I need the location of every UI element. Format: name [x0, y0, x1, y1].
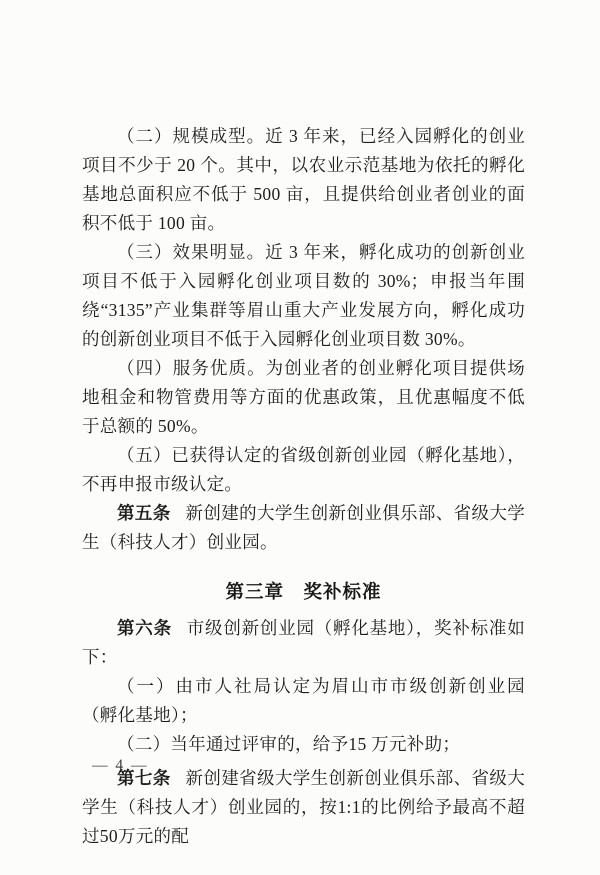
chapter-heading: 第三章 奖补标准 [225, 583, 382, 603]
paragraph-article-5 [82, 499, 525, 557]
paragraph-text: （三）效果明显。近 3 年来，孵化成功的创新创业项目不低于入园孵化创业项目数的 30%；申报当年围绕“3135”产业集群等眉山重大产业发展方向，孵化成功的创新创业项目不低于入园孵化创业项目数 30%。 [82, 242, 525, 349]
paragraph-item-4 [82, 354, 525, 441]
paragraph-text: （一）由市人社局认定为眉山市市级创新创业园（孵化基地）； [82, 676, 525, 725]
paragraph-text: （二）当年通过评审的，给予15 万元补助； [117, 734, 461, 754]
paragraph-article-6 [82, 614, 525, 672]
paragraph-text: 新创建的大学生创新创业俱乐部、省级大学生（科技人才）创业园。 [82, 503, 525, 552]
paragraph-item-2 [82, 122, 525, 238]
article-number: 第六条 [117, 618, 172, 638]
document-body [82, 122, 525, 851]
paragraph-text: （四）服务优质。为创业者的创业孵化项目提供场地租金和物管费用等方面的优惠政策，且优惠幅度不低于总额的 50%。 [82, 358, 525, 436]
paragraph-item-1 [82, 672, 525, 730]
paragraph-text: （五）已获得认定的省级创新创业园（孵化基地），不再申报市级认定。 [82, 445, 525, 494]
paragraph-text: 新创建省级大学生创新创业俱乐部、省级大学生（科技人才）创业园的，按1:1的比例给予最高不超过50万元的配 [82, 768, 525, 846]
page-number: — 4 — [92, 757, 149, 774]
article-number: 第七条 [117, 768, 171, 788]
paragraph-text: （二）规模成型。近 3 年来，已经入园孵化的创业项目不少于 20 个。其中，以农业示范基地为依托的孵化基地总面积应不低于 500 亩，且提供给创业者创业的面积不低于 100 亩。 [82, 126, 525, 233]
paragraph-item-3 [82, 238, 525, 354]
paragraph-text: 市级创新创业园（孵化基地），奖补标准如下： [82, 618, 525, 667]
paragraph-item-5 [82, 441, 525, 499]
paragraph-item-2b [82, 730, 525, 759]
paragraph-article-7 [82, 764, 525, 851]
article-number: 第五条 [117, 503, 171, 523]
